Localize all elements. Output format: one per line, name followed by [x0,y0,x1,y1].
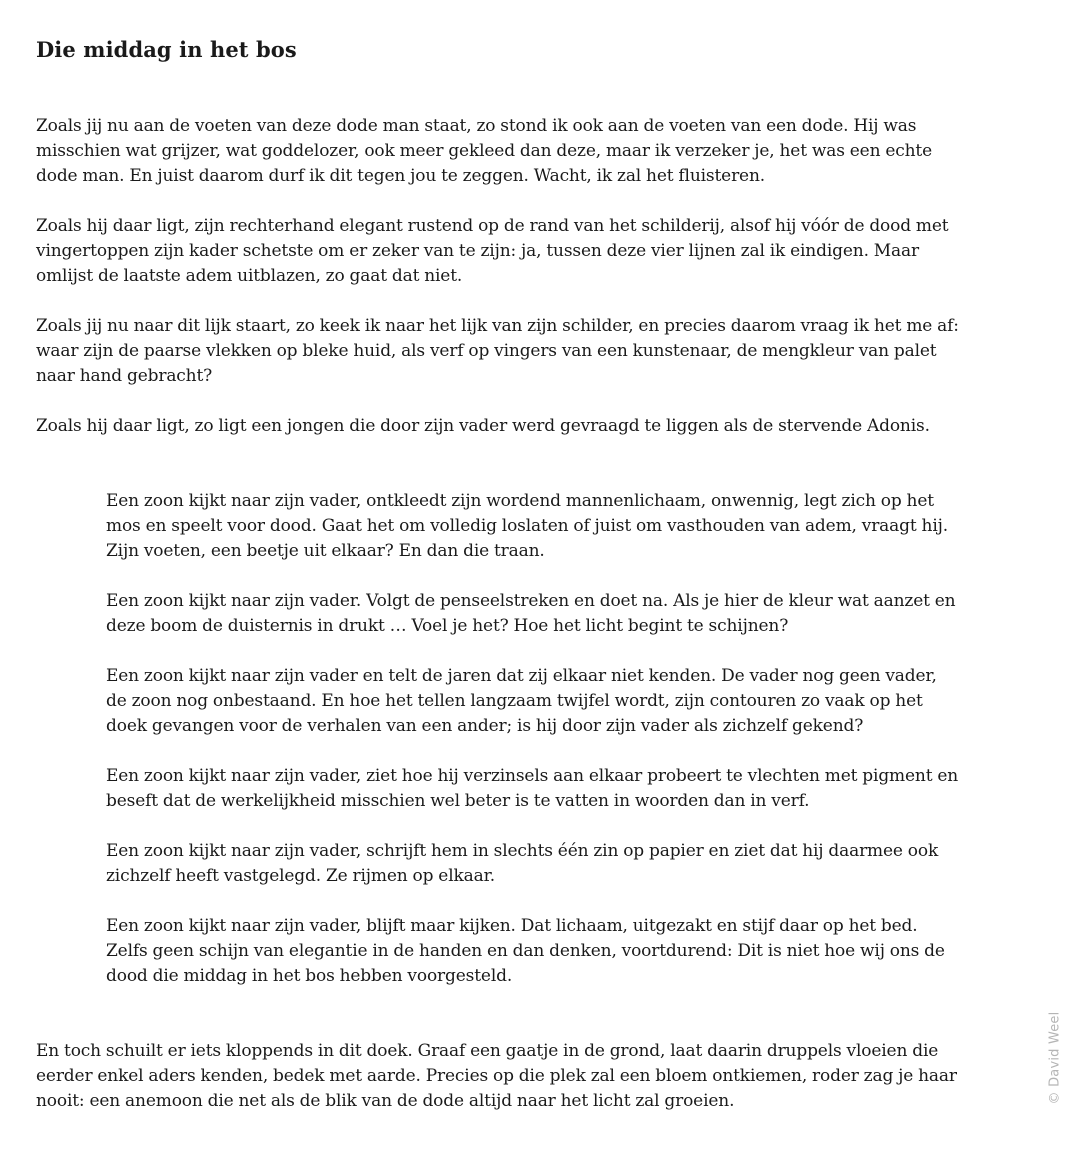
intro-paragraph: Zoals hij daar ligt, zijn rechterhand elegant rustend op de rand van het schilderij, alsof hij vóór de dood met vingertoppen zijn kader schetste om er zeker van te zijn: ja, tussen deze vier lijnen zal ik eindigen. Maar omlijst de laatste adem uitblazen, zo gaat dat niet. [36,216,949,286]
stanza: Een zoon kijkt naar zijn vader, schrijft hem in slechts één zin op papier en ziet dat hij daarmee ook zichzelf heeft vastgelegd. Ze rijmen op elkaar. [106,841,939,886]
poem-title: Die middag in het bos [36,37,297,62]
closing-paragraph: En toch schuilt er iets kloppends in dit doek. Graaf een gaatje in de grond, laat daarin druppels vloeien die eerder enkel aders kenden, bedek met aarde. Precies op die plek zal een bloem ontkiemen, roder zag je haar nooit: een anemoon die net als de blik van de dode altijd naar het licht zal groeien. [36,1041,957,1111]
indented-stanzas [106,489,961,1014]
intro-paragraph: Zoals hij daar ligt, zo ligt een jongen die door zijn vader werd gevraagd te liggen als de stervende Adonis. [36,416,930,436]
copyright-credit [1043,1010,1067,1105]
intro-paragraph: Zoals jij nu aan de voeten van deze dode man staat, zo stond ik ook aan de voeten van een dode. Hij was misschien wat grijzer, wat goddelozer, ook meer gekleed dan deze, maar ik verzeker je, het was een echte dode man. En juist daarom durf ik dit tegen jou te zeggen. Wacht, ik zal het fluisteren. [36,116,932,186]
stanza: Een zoon kijkt naar zijn vader. Volgt de penseelstreken en doet na. Als je hier de kleur wat aanzet en deze boom de duisternis in drukt … Voel je het? Hoe het licht begint te schijnen? [106,591,956,636]
stanza: Een zoon kijkt naar zijn vader, ontkleedt zijn wordend mannenlichaam, onwennig, legt zich op het mos en speelt voor dood. Gaat het om volledig loslaten of juist om vasthouden van adem, vraagt hij. Zijn voeten, een beetje uit elkaar? En dan die traan. [106,491,948,561]
intro-paragraph: Zoals jij nu naar dit lijk staart, zo keek ik naar het lijk van zijn schilder, en precies daarom vraag ik het me af: waar zijn de paarse vlekken op bleke huid, als verf op vingers van een kunstenaar, de mengkleur van palet naar hand gebracht? [36,316,959,386]
copyright-text: © David Weel [1047,1011,1063,1104]
closing-section [36,1039,961,1114]
stanza: Een zoon kijkt naar zijn vader, ziet hoe hij verzinsels aan elkaar probeert te vlechten met pigment en beseft dat de werkelijkheid misschien wel beter is te vatten in woorden dan in verf. [106,766,959,811]
intro-section [36,114,961,464]
stanza: Een zoon kijkt naar zijn vader en telt de jaren dat zij elkaar niet kenden. De vader nog geen vader, de zoon nog onbestaand. En hoe het tellen langzaam twijfel wordt, zijn contouren zo vaak op het doek gevangen voor de verhalen van een ander; is hij door zijn vader als zichzelf gekend? [106,666,937,736]
stanza: Een zoon kijkt naar zijn vader, blijft maar kijken. Dat lichaam, uitgezakt en stijf daar op het bed. Zelfs geen schijn van elegantie in de handen en dan denken, voortdurend: Dit is niet hoe wij ons de dood die middag in het bos hebben voorgesteld. [106,916,945,986]
